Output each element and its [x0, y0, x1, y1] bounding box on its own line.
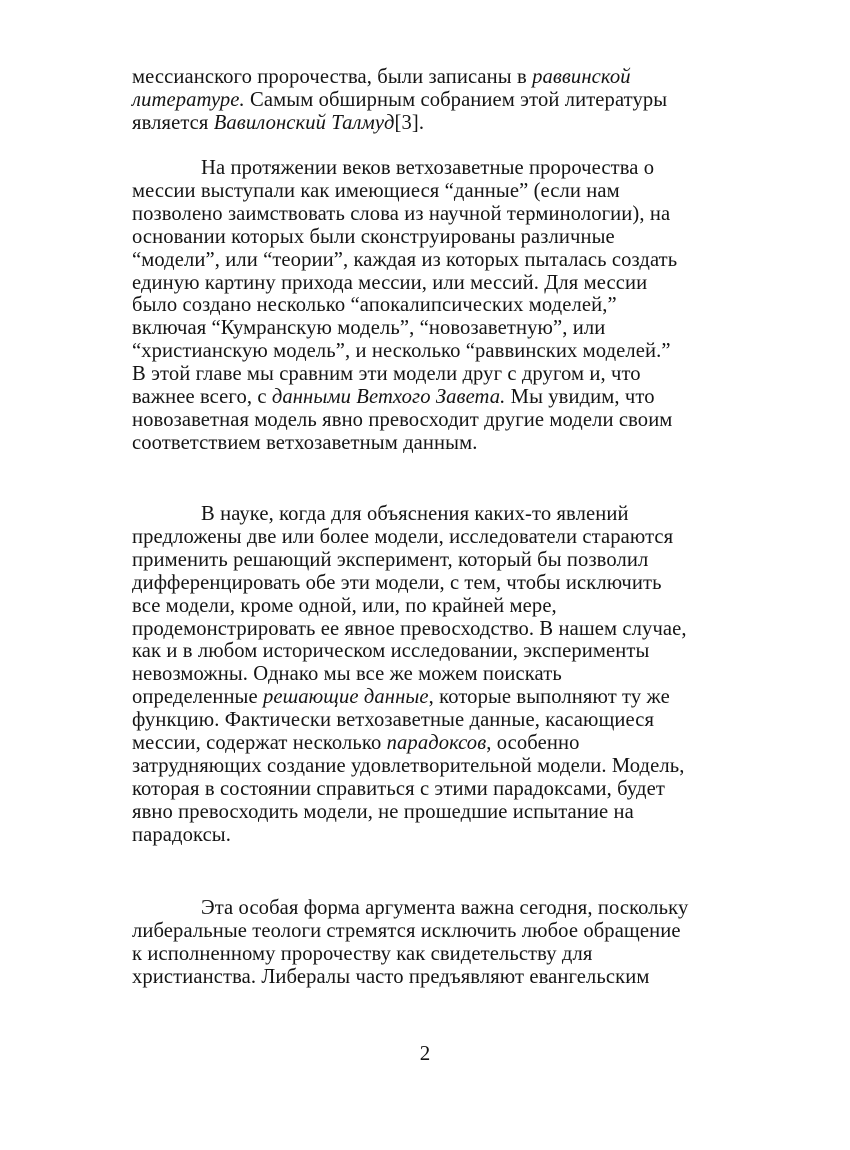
text-run: “модели”, или “теории”, каждая из которых пыталась создать	[132, 248, 678, 271]
text-line	[132, 362, 641, 386]
text-line	[132, 685, 670, 709]
text-run: является	[132, 111, 214, 134]
text-run: В науке, когда для объяснения каких-то явлений	[201, 503, 629, 525]
text-line	[132, 823, 231, 847]
text-run: продемонстрировать ее явное превосходство. В нашем случае,	[132, 617, 687, 640]
text-run: основании которых были сконструированы различные	[132, 225, 615, 248]
text-run: включая “Кумранскую модель”, “новозаветную”, или	[132, 317, 606, 340]
text-line	[132, 385, 655, 409]
text-line	[132, 431, 477, 455]
text-line	[132, 339, 671, 363]
italic-text: раввинской	[532, 66, 631, 88]
text-run: функцию. Фактически ветхозаветные данные, касающиеся	[132, 709, 655, 732]
text-run: мессии выступали как имеющиеся “данные” (если нам	[132, 179, 620, 202]
italic-text: данными Ветхого Завета.	[271, 386, 506, 408]
text-line	[132, 777, 665, 801]
text-run: было создано несколько “апокалипсических моделей,”	[132, 294, 617, 317]
text-line	[132, 408, 672, 432]
italic-text: Вавилонский Талмуд	[213, 111, 395, 134]
text-line	[132, 293, 617, 317]
text-line	[132, 271, 647, 295]
text-run: христианства. Либералы часто предъявляют евангельским	[132, 965, 650, 988]
text-line	[132, 179, 620, 203]
text-line	[132, 225, 615, 249]
text-run: Самым обширным собранием этой литературы	[244, 88, 668, 111]
text-line	[201, 502, 629, 526]
page-number: 2	[419, 1041, 431, 1065]
text-run: “христианскую модель”, и несколько “раввинских моделей.”	[132, 340, 671, 363]
text-line	[201, 156, 654, 180]
text-line	[132, 88, 667, 112]
text-line	[132, 617, 687, 641]
text-run: парадоксы.	[132, 823, 231, 846]
text-line	[132, 571, 662, 595]
text-run: В этой главе мы сравним эти модели друг с другом и, что	[132, 363, 641, 386]
italic-text: решающие данные	[263, 686, 429, 709]
text-run: затрудняющих создание удовлетворительной модели. Модель,	[132, 754, 685, 777]
text-run: к исполненному пророчеству как свидетельству для	[132, 942, 593, 965]
text-run: применить решающий эксперимент, который бы позволил	[132, 548, 649, 571]
text-run: соответствием ветхозаветным данным.	[132, 431, 478, 454]
text-line	[132, 942, 592, 966]
text-run: мессианского пророчества, были записаны в	[132, 66, 533, 88]
text-run: , которые выполняют ту же	[428, 686, 670, 709]
text-line	[132, 800, 634, 824]
text-run: единую картину прихода мессии, или мессий. Для мессии	[132, 271, 648, 294]
text-line	[132, 639, 649, 663]
text-run: позволено заимствовать слова из научной терминологии), на	[132, 202, 671, 225]
text-run: Эта особая форма аргумента важна сегодня, поскольку	[201, 897, 689, 919]
italic-text: литературе.	[132, 88, 245, 111]
text-run: которая в состоянии справиться с этими парадоксами, будет	[132, 777, 665, 800]
text-line	[132, 708, 654, 732]
text-line	[201, 896, 688, 920]
text-run: дифференцировать обе эти модели, с тем, чтобы исключить	[132, 571, 662, 594]
text-line	[132, 754, 684, 778]
text-line	[132, 965, 649, 989]
text-line	[132, 525, 673, 549]
text-line	[132, 65, 631, 89]
text-line	[132, 731, 579, 755]
text-run: невозможны. Однако мы все же можем поискать	[132, 663, 562, 686]
text-line	[132, 548, 648, 572]
text-line	[132, 662, 562, 686]
text-line	[132, 919, 681, 943]
text-run: предложены две или более модели, исследователи стараются	[132, 525, 674, 548]
text-run: важнее всего, с	[132, 386, 272, 408]
text-line	[132, 202, 670, 226]
text-run: все модели, кроме одной, или, по крайней мере,	[132, 594, 557, 617]
text-run: мессии, содержат несколько	[132, 732, 387, 754]
italic-text: парадоксов	[386, 732, 487, 754]
text-line	[132, 248, 677, 272]
text-line	[132, 111, 424, 135]
text-run: На протяжении веков ветхозаветные пророчества о	[201, 157, 655, 179]
text-run: [3].	[394, 111, 425, 134]
text-run: либеральные теологи стремятся исключить любое обращение	[132, 919, 681, 942]
text-run: как и в любом историческом исследовании, эксперименты	[132, 640, 650, 663]
text-run: определенные	[132, 686, 263, 709]
text-run: , особенно	[486, 732, 580, 754]
text-line	[132, 316, 605, 340]
text-run: явно превосходить модели, не прошедшие испытание на	[132, 800, 634, 823]
text-line	[132, 594, 557, 618]
text-run: новозаветная модель явно превосходит другие модели своим	[132, 408, 673, 431]
text-run: Мы увидим, что	[505, 386, 655, 408]
